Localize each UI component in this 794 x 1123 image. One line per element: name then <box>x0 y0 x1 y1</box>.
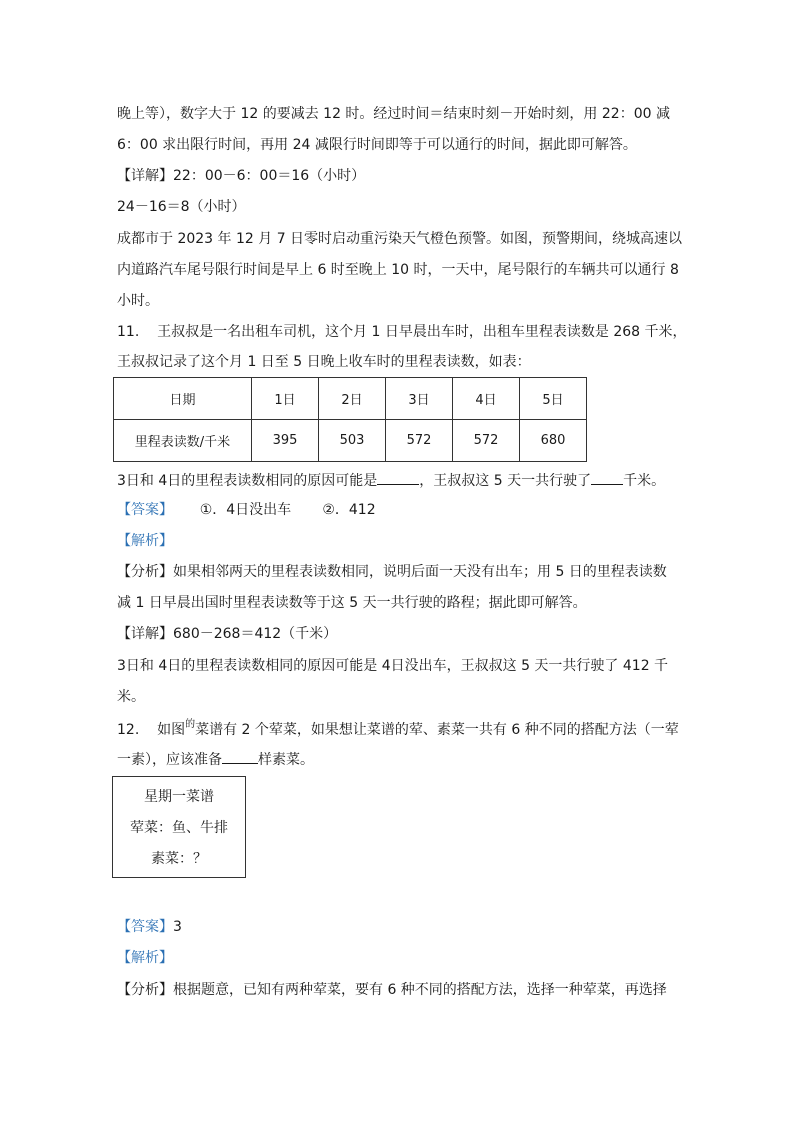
fenxi-label: 【分析】 <box>117 564 173 580</box>
prev-analysis-line-1: 晚上等），数字大于 12 的要减去 12 时。经过时间＝结束时刻－开始时刻，用 22：00 减 <box>117 106 670 122</box>
table-header-date: 日期 <box>114 378 252 420</box>
q12-analysis-label: 【解析】 <box>117 950 173 966</box>
q12-stem-2b: 样素菜。 <box>258 752 314 768</box>
detail-label: 【详解】 <box>117 626 173 642</box>
q11-fenxi-line-1 <box>117 562 667 582</box>
q12-stem-b: 菜谱有 2 个荤菜，如果想让菜谱的荤、素菜一共有 6 种不同的搭配方法（一荤 <box>195 722 679 738</box>
prev-conclusion-2: 内道路汽车尾号限行时间是早上 6 时至晚上 10 时，一天中，尾号限行的车辆共可以通行 8 <box>117 262 679 278</box>
q12-stem-a: 如图 <box>157 722 186 738</box>
q11-detail-line-1: 3日和 4日的里程表读数相同的原因可能是 4日没出车，王叔叔这 5 天一共行驶了 412 千 <box>117 658 669 674</box>
q11-stem-line-1 <box>117 322 687 342</box>
answer-blank-2 <box>591 470 623 485</box>
answer-label: 【答案】 <box>117 919 173 935</box>
q12-fenxi-line-1 <box>117 980 667 1000</box>
q11-answer <box>117 500 376 520</box>
table-value-cell: 503 <box>319 420 386 462</box>
menu-meat-dishes: 荤菜：鱼、牛排 <box>130 820 228 836</box>
prev-detail-eq-1 <box>117 166 365 186</box>
q12-number: 12. <box>117 722 140 738</box>
prev-conclusion-3: 小时。 <box>117 293 159 309</box>
mileage-table <box>113 377 587 462</box>
q12-stem-sup: 的 <box>185 719 196 730</box>
answer-blank-3 <box>222 749 258 764</box>
q11-analysis-label: 【解析】 <box>117 533 173 549</box>
q12-stem-2a: 一素），应该准备 <box>117 752 222 768</box>
q11-fenxi-line-2: 减 1 日早晨出国时里程表读数等于这 5 天一共行驶的路程；据此即可解答。 <box>117 595 587 611</box>
table-row <box>114 420 587 462</box>
prev-detail-eq-2: 24－16＝8（小时） <box>117 199 246 215</box>
q12-answer <box>117 917 182 937</box>
answer-1: ①．4日没出车 <box>199 502 292 518</box>
detail-equation: 22：00－6：00＝16（小时） <box>173 168 366 184</box>
table-value-cell: 680 <box>520 420 587 462</box>
detail-label: 【详解】 <box>117 168 173 184</box>
prev-conclusion-1: 成都市于 2023 年 12 月 7 日零时启动重污染天气橙色预警。如图，预警期间，绕城高速以 <box>117 231 683 247</box>
prev-analysis-line-2: 6：00 求出限行时间，再用 24 减限行时间即等于可以通行的时间，据此即可解答。 <box>117 137 637 153</box>
fenxi-text: 如果相邻两天的里程表读数相同，说明后面一天没有出车；用 5 日的里程表读数 <box>173 564 667 580</box>
table-day-cell: 5日 <box>520 378 587 420</box>
answer-blank-1 <box>377 470 419 485</box>
menu-box <box>112 776 246 878</box>
table-day-cell: 2日 <box>319 378 386 420</box>
q12-stem-line-1 <box>117 720 679 742</box>
q11-question-part-c: 千米。 <box>623 473 666 489</box>
table-row <box>114 378 587 420</box>
q11-question <box>117 470 665 491</box>
answer-label: 【答案】 <box>117 502 173 518</box>
q11-question-part-b: ，王叔叔这 5 天一共行驶了 <box>419 473 592 489</box>
table-day-cell: 3日 <box>386 378 453 420</box>
table-day-cell: 4日 <box>453 378 520 420</box>
detail-equation: 680－268＝412（千米） <box>173 626 338 642</box>
answer-2: ②．412 <box>322 502 376 518</box>
table-row-label-mileage: 里程表读数/千米 <box>114 420 252 462</box>
q12-stem-line-2 <box>117 749 314 770</box>
table-day-cell: 1日 <box>252 378 319 420</box>
q11-detail-eq <box>117 624 337 644</box>
table-value-cell: 395 <box>252 420 319 462</box>
table-value-cell: 572 <box>386 420 453 462</box>
answer-value: 3 <box>173 919 182 935</box>
q11-question-part-a: 3日和 4日的里程表读数相同的原因可能是 <box>117 473 378 489</box>
q11-stem: 王叔叔是一名出租车司机，这个月 1 日早晨出车时，出租车里程表读数是 268 千米， <box>157 324 687 340</box>
fenxi-text: 根据题意，已知有两种荤菜，要有 6 种不同的搭配方法，选择一种荤菜，再选择 <box>173 982 667 998</box>
menu-title: 星期一菜谱 <box>144 789 214 805</box>
fenxi-label: 【分析】 <box>117 982 173 998</box>
table-value-cell: 572 <box>453 420 520 462</box>
q11-stem-line-2: 王叔叔记录了这个月 1 日至 5 日晚上收车时的里程表读数，如表： <box>117 354 531 370</box>
q11-number: 11. <box>117 324 140 340</box>
menu-veg-dishes: 素菜：？ <box>151 851 207 867</box>
q11-detail-line-2: 米。 <box>117 689 145 705</box>
